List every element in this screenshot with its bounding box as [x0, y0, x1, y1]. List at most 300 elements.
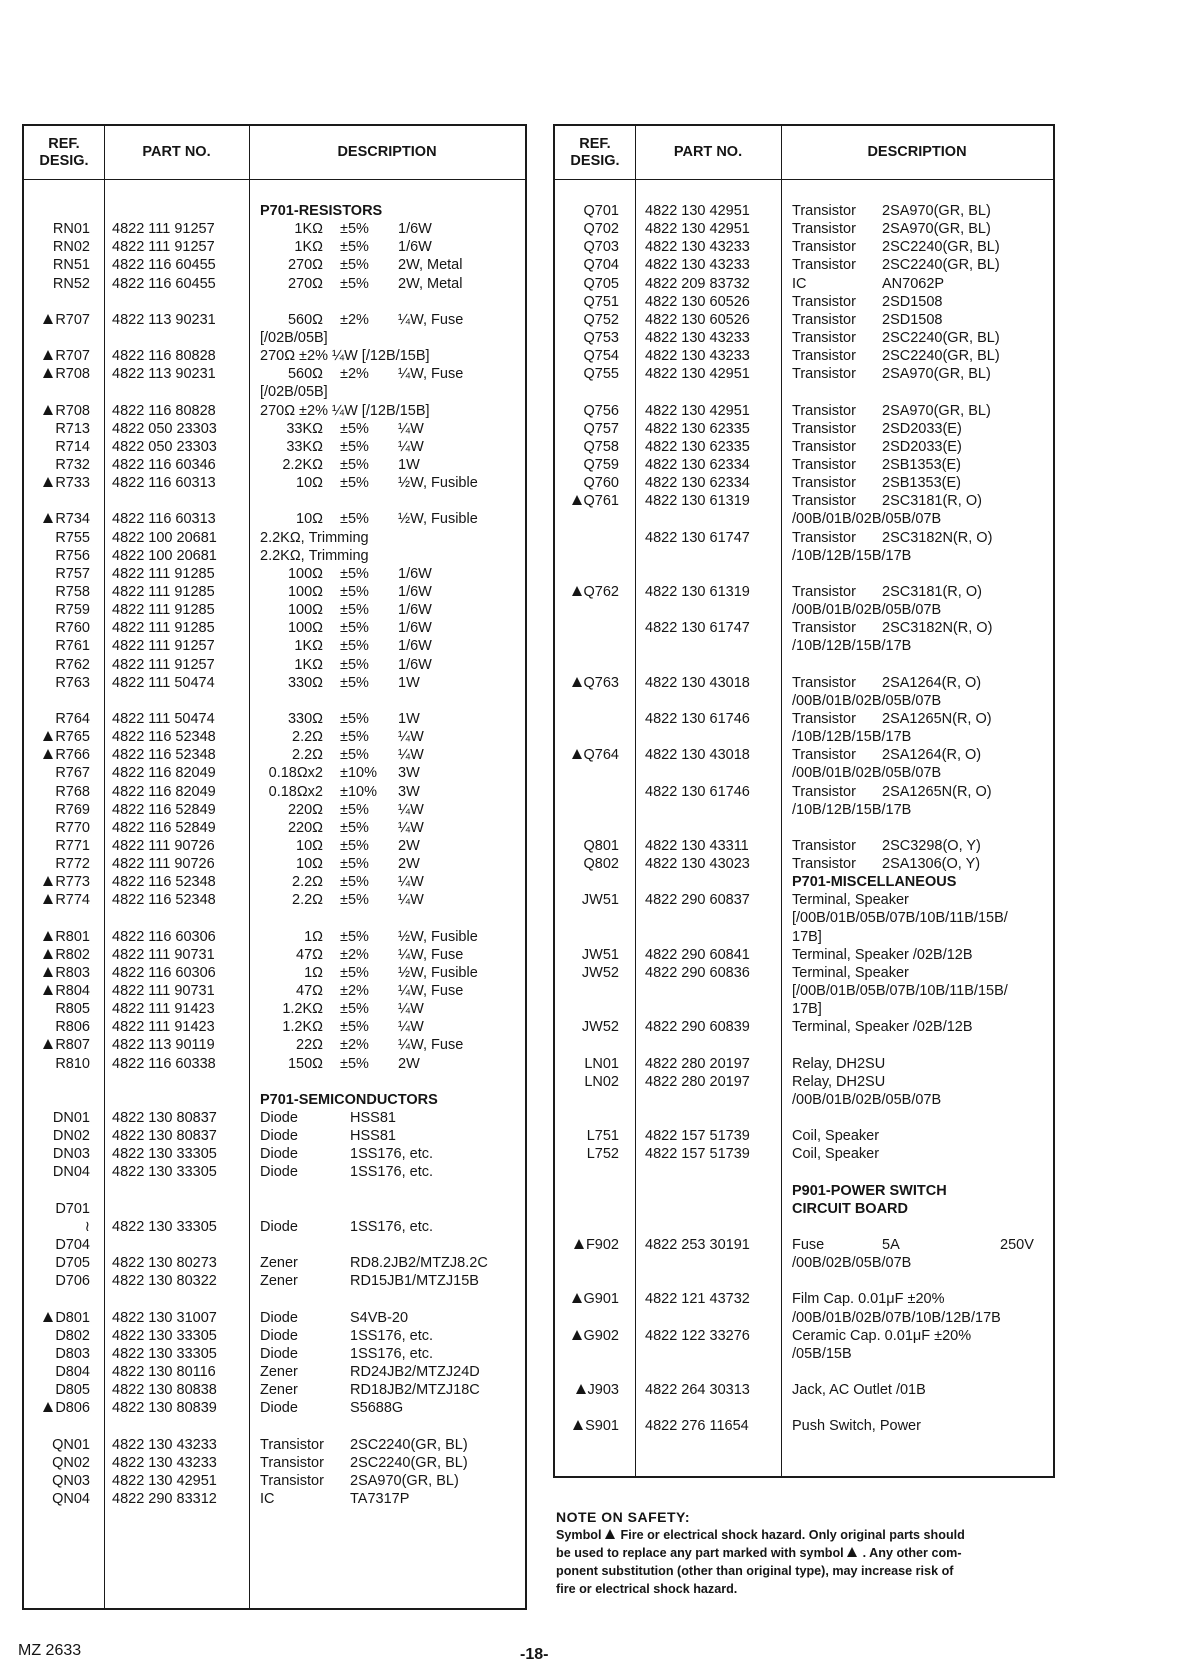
component-value: [350, 1345, 433, 1363]
warning-triangle-icon: [605, 1529, 615, 1539]
resistance-value-text: 1.2KΩ: [282, 1019, 323, 1036]
tolerance: [340, 801, 369, 819]
table-row: [24, 365, 525, 383]
part-number-text: 4822 113 90231: [112, 311, 216, 328]
resistance-value: [260, 365, 323, 383]
component-type-text: Transistor: [792, 856, 856, 873]
ref-desig-text: R708: [55, 366, 90, 383]
table-row: [555, 873, 1053, 891]
ref-desig-text: R765: [55, 729, 90, 746]
resistance-value: [260, 474, 323, 492]
section-heading-text: P701-SEMICONDUCTORS: [260, 1091, 438, 1108]
tolerance: [340, 674, 369, 692]
header-description: DESCRIPTION: [867, 144, 967, 160]
ref-desig: [24, 365, 90, 383]
component-value-text: 2SD1508: [882, 311, 943, 328]
part-number-text: 4822 130 43233: [112, 1454, 217, 1471]
ref-desig: [555, 837, 619, 855]
description-text: Relay, DH2SU: [792, 1055, 886, 1072]
ref-desig: [24, 783, 90, 801]
ref-desig-text: R732: [55, 456, 90, 473]
ref-desig: [24, 1163, 90, 1181]
part-number: [645, 438, 750, 456]
part-number: [645, 238, 750, 256]
ref-desig-text: R807: [55, 1037, 90, 1054]
ref-desig-text: R757: [55, 565, 90, 582]
table-row: [555, 1345, 1053, 1363]
table-row: [555, 1200, 1053, 1218]
rating: [398, 728, 424, 746]
table-row: [555, 1091, 1053, 1109]
part-number-text: 4822 111 90726: [112, 856, 215, 873]
tolerance-text: ±5%: [340, 239, 369, 256]
part-number: [112, 256, 216, 274]
component-value: [350, 1381, 480, 1399]
ref-desig-text: D706: [55, 1273, 90, 1290]
table-row: [555, 1036, 1053, 1054]
ref-desig: [555, 1018, 619, 1036]
component-type-text: Transistor: [792, 420, 856, 437]
resistance-value-text: 1KΩ: [294, 656, 323, 673]
component-type-text: Zener: [260, 1382, 298, 1399]
part-number-text: 4822 116 52849: [112, 819, 216, 836]
resistance-value-text: 1KΩ: [294, 638, 323, 655]
description-text: [/00B/01B/05B/07B/10B/11B/15B/: [792, 983, 1008, 1000]
component-type-text: Diode: [260, 1146, 298, 1163]
resistance-value: [260, 656, 323, 674]
table-row: [24, 347, 525, 365]
table-row: [24, 202, 525, 220]
resistance-value-text: 0.18Ωx2: [268, 765, 323, 782]
ref-desig-text: J903: [587, 1382, 619, 1399]
ref-desig: [24, 1000, 90, 1018]
component-rating-text: 250V: [1000, 1237, 1034, 1254]
ref-desig: [24, 565, 90, 583]
part-number-text: 4822 130 61746: [645, 783, 750, 800]
table-row: [555, 474, 1053, 492]
description: [792, 1145, 879, 1163]
component-value-text: 5A: [882, 1237, 900, 1254]
rating-text: 1/6W: [398, 602, 432, 619]
part-number-text: 4822 116 52849: [112, 801, 216, 818]
component-type: [792, 238, 856, 256]
description-text: /05B/15B: [792, 1345, 852, 1362]
ref-desig-text: JW52: [581, 1019, 619, 1036]
rating: [398, 510, 478, 528]
table-row: [555, 819, 1053, 837]
tolerance: [340, 783, 377, 801]
component-type-text: Fuse: [792, 1237, 825, 1254]
rating-text: ½W, Fusible: [398, 928, 478, 945]
part-number-text: 4822 111 91257: [112, 239, 215, 256]
ref-desig-text: R810: [55, 1055, 90, 1072]
ref-desig: [555, 202, 619, 220]
ref-desig: [24, 1454, 90, 1472]
resistance-value-text: 47Ω: [296, 983, 323, 1000]
part-number-text: 4822 130 62334: [645, 475, 750, 492]
component-type: [260, 1381, 298, 1399]
part-number-text: 4822 290 60839: [645, 1019, 750, 1036]
rating-text: 2W: [398, 856, 420, 873]
description: [792, 1290, 945, 1308]
description-text: 270Ω ±2% ¼W [/12B/15B]: [260, 402, 430, 419]
component-value: [350, 1218, 433, 1236]
ref-desig: [24, 547, 90, 565]
component-type-text: Transistor: [792, 783, 856, 800]
resistance-value: [260, 855, 323, 873]
component-type-text: Transistor: [792, 456, 856, 473]
ref-desig: [24, 1055, 90, 1073]
rating: [398, 819, 424, 837]
table-row: [24, 909, 525, 927]
part-number: [112, 656, 215, 674]
ref-desig: [555, 746, 619, 764]
description-text: 2.2KΩ, Trimming: [260, 529, 369, 546]
table-row: [555, 1290, 1053, 1308]
component-value-text: 1SS176, etc.: [350, 1164, 434, 1181]
component-type-text: Transistor: [792, 348, 856, 365]
component-type-text: Diode: [260, 1128, 298, 1145]
part-number-text: 4822 100 20681: [112, 547, 217, 564]
part-number: [112, 801, 216, 819]
safety-note-text: . Any other com-: [862, 1546, 962, 1560]
ref-desig-text: Q755: [583, 366, 619, 383]
table-row: [555, 202, 1053, 220]
component-value: [882, 474, 961, 492]
rating: [398, 1000, 424, 1018]
component-type-text: Transistor: [792, 674, 856, 691]
ref-desig-text: R764: [55, 710, 90, 727]
table-row: [555, 1309, 1053, 1327]
component-value: [350, 1399, 403, 1417]
ref-desig: [555, 674, 619, 692]
part-number-text: 4822 113 90119: [112, 1037, 215, 1054]
tolerance-text: ±5%: [340, 729, 369, 746]
ref-desig: [555, 1127, 619, 1145]
resistance-value: [260, 873, 323, 891]
table-row: [555, 492, 1053, 510]
table-row: [555, 1363, 1053, 1381]
rating-text: ¼W: [398, 729, 424, 746]
ref-desig-text: Q802: [583, 856, 619, 873]
table-row: [24, 1055, 525, 1073]
table-row: [555, 1272, 1053, 1290]
header-description: DESCRIPTION: [337, 144, 437, 160]
rating: [398, 964, 478, 982]
rating-text: ½W, Fusible: [398, 511, 478, 528]
component-type: [792, 402, 856, 420]
table-row: [555, 1381, 1053, 1399]
ref-desig: [24, 1018, 90, 1036]
ref-desig-text: R766: [55, 747, 90, 764]
part-number-text: 4822 130 62334: [645, 456, 750, 473]
ref-desig: [24, 746, 90, 764]
part-number: [645, 1417, 749, 1435]
table-row: [24, 1254, 525, 1272]
component-type-text: Zener: [260, 1255, 298, 1272]
ref-desig-text: R801: [55, 928, 90, 945]
part-number: [645, 365, 750, 383]
ref-desig-text: R755: [55, 529, 90, 546]
tolerance: [340, 220, 369, 238]
rating-text: ¼W, Fuse: [398, 1037, 464, 1054]
part-number-text: 4822 116 60346: [112, 456, 216, 473]
part-number-text: 4822 157 51739: [645, 1128, 750, 1145]
tolerance: [340, 1036, 369, 1054]
resistance-value: [260, 220, 323, 238]
part-number: [112, 873, 216, 891]
ref-desig-text: D806: [55, 1400, 90, 1417]
description: [260, 329, 328, 347]
part-number-text: 4822 111 91285: [112, 602, 215, 619]
table-row: [24, 1182, 525, 1200]
table-row: [555, 946, 1053, 964]
table-row: [24, 764, 525, 782]
description: [792, 909, 1008, 927]
part-number: [112, 220, 215, 238]
ref-desig-text: R707: [55, 311, 90, 328]
part-number-text: 4822 116 80828: [112, 348, 216, 365]
safety-note-line: [556, 1544, 1046, 1562]
component-value: [350, 1472, 459, 1490]
table-row: [555, 1254, 1053, 1272]
ref-desig-text: R774: [55, 892, 90, 909]
tolerance-text: ±5%: [340, 1055, 369, 1072]
resistance-value: [260, 819, 323, 837]
rating-text: ¼W: [398, 874, 424, 891]
component-type-text: Transistor: [792, 747, 856, 764]
part-number: [645, 674, 750, 692]
ref-desig-text: RN51: [52, 257, 90, 274]
rating: [398, 891, 424, 909]
table-row: [24, 529, 525, 547]
table-row: [24, 238, 525, 256]
part-number: [645, 492, 750, 510]
description: [792, 1345, 852, 1363]
resistance-value-text: 560Ω: [287, 366, 323, 383]
component-value-text: 2SA970(GR, BL): [350, 1472, 459, 1489]
table-row: [555, 1417, 1053, 1435]
part-number-text: 4822 111 91423: [112, 1001, 215, 1018]
part-number-text: 4822 130 43018: [645, 674, 750, 691]
component-value-text: 2SA1265N(R, O): [882, 783, 992, 800]
table-row: [24, 801, 525, 819]
description: [792, 692, 941, 710]
description: [792, 1254, 911, 1272]
part-number: [112, 420, 217, 438]
part-number-text: 4822 280 20197: [645, 1073, 750, 1090]
part-number: [112, 510, 216, 528]
component-value: [350, 1454, 468, 1472]
ref-desig-text: R768: [55, 783, 90, 800]
component-type-text: Transistor: [792, 710, 856, 727]
component-value-text: 2SA1306(O, Y): [882, 856, 981, 873]
part-number-text: 4822 116 52348: [112, 747, 216, 764]
resistance-value: [260, 1036, 323, 1054]
tolerance-text: ±5%: [340, 1001, 369, 1018]
table-row: [555, 529, 1053, 547]
component-value-text: RD15JB1/MTZJ15B: [350, 1273, 479, 1290]
table-row: [555, 1218, 1053, 1236]
ref-desig-text: DN01: [52, 1110, 90, 1127]
ref-desig: [24, 1036, 90, 1054]
description: [260, 402, 430, 420]
resistance-value: [260, 710, 323, 728]
ref-desig: [24, 1127, 90, 1145]
description: [792, 728, 911, 746]
part-number: [645, 583, 750, 601]
part-number: [645, 275, 750, 293]
resistance-value-text: 22Ω: [296, 1037, 323, 1054]
component-type-text: Transistor: [792, 438, 856, 455]
description: [792, 982, 1008, 1000]
component-type: [792, 837, 856, 855]
tolerance-text: ±5%: [340, 257, 369, 274]
description-text: Terminal, Speaker: [792, 892, 909, 909]
part-number: [112, 746, 216, 764]
component-value-text: RD8.2JB2/MTZJ8.2C: [350, 1255, 488, 1272]
part-number: [645, 456, 750, 474]
part-number-text: 4822 130 61319: [645, 493, 750, 510]
component-value-text: 2SC2240(GR, BL): [882, 257, 1000, 274]
table-row: [24, 601, 525, 619]
part-number-text: 4822 130 42951: [645, 402, 750, 419]
table-row: [555, 692, 1053, 710]
resistance-value: [260, 420, 323, 438]
part-number-text: 4822 130 31007: [112, 1309, 217, 1326]
resistance-value-text: 2.2Ω: [292, 892, 323, 909]
part-number: [645, 1290, 750, 1308]
part-number-text: 4822 116 60306: [112, 964, 216, 981]
table-row: [555, 1327, 1053, 1345]
table-row: [24, 1417, 525, 1435]
tolerance: [340, 1000, 369, 1018]
part-number: [645, 1127, 750, 1145]
component-type: [792, 220, 856, 238]
ref-desig-text: Q761: [583, 493, 619, 510]
rating: [398, 928, 478, 946]
description: [792, 1309, 1001, 1327]
component-value-text: 2SD1508: [882, 293, 943, 310]
ref-desig: [555, 293, 619, 311]
rating: [398, 801, 424, 819]
section-heading: [792, 1182, 947, 1200]
ref-desig-text: R734: [55, 511, 90, 528]
description-text: /10B/12B/15B/17B: [792, 638, 912, 655]
component-value-text: 2SB1353(E): [882, 456, 961, 473]
ref-desig-text: R806: [55, 1019, 90, 1036]
section-heading-text: P901-POWER SWITCH: [792, 1182, 947, 1199]
part-number-text: 4822 130 43233: [645, 257, 750, 274]
table-row: [24, 1290, 525, 1308]
part-number-text: 4822 100 20681: [112, 529, 217, 546]
ref-desig: [24, 855, 90, 873]
table-row: [555, 220, 1053, 238]
ref-desig: [24, 456, 90, 474]
component-type-text: Transistor: [792, 620, 856, 637]
ref-desig-text: DN02: [52, 1128, 90, 1145]
table-row: [24, 1073, 525, 1091]
component-type: [792, 783, 856, 801]
component-type-text: Transistor: [792, 529, 856, 546]
rating: [398, 837, 420, 855]
table-row: [555, 656, 1053, 674]
description: [792, 946, 973, 964]
part-number: [112, 456, 216, 474]
tolerance-text: ±5%: [340, 456, 369, 473]
ref-desig-text: D801: [55, 1309, 90, 1326]
description-text: Terminal, Speaker /02B/12B: [792, 946, 973, 963]
description-text: /00B/01B/02B/05B/07B: [792, 1091, 942, 1108]
description-text: /00B/01B/02B/05B/07B: [792, 765, 942, 782]
resistance-value-text: 10Ω: [296, 856, 323, 873]
table-row: [24, 1363, 525, 1381]
part-number-text: 4822 130 62335: [645, 420, 750, 437]
tolerance-text: ±5%: [340, 221, 369, 238]
ref-desig-text: L752: [586, 1146, 619, 1163]
description-text: 17B]: [792, 928, 822, 945]
tolerance: [340, 928, 369, 946]
ref-desig-text: Q704: [583, 257, 619, 274]
part-number-text: 4822 130 61746: [645, 710, 750, 727]
part-number-text: 4822 116 52348: [112, 729, 216, 746]
component-value-text: HSS81: [350, 1128, 396, 1145]
table-row: [555, 238, 1053, 256]
tolerance: [340, 619, 369, 637]
table-row: [555, 837, 1053, 855]
table-row: [24, 1309, 525, 1327]
tolerance: [340, 982, 369, 1000]
ref-desig-text: L751: [586, 1128, 619, 1145]
tolerance-text: ±5%: [340, 892, 369, 909]
rating-text: ¼W: [398, 747, 424, 764]
ref-desig: [555, 1290, 619, 1308]
rating-text: ½W, Fusible: [398, 964, 478, 981]
warning-triangle-icon: [43, 876, 53, 886]
component-type-text: Transistor: [792, 293, 856, 310]
component-type: [260, 1454, 324, 1472]
tolerance-text: ±5%: [340, 656, 369, 673]
ref-desig-text: R714: [55, 438, 90, 455]
table-row: [24, 492, 525, 510]
component-type-text: Transistor: [792, 366, 856, 383]
component-value-text: 2SC2240(GR, BL): [882, 329, 1000, 346]
part-number: [112, 238, 215, 256]
table-row: [24, 1145, 525, 1163]
component-type: [260, 1254, 298, 1272]
rating-text: ¼W, Fuse: [398, 311, 464, 328]
part-number: [112, 674, 215, 692]
part-number: [112, 474, 216, 492]
resistance-value: [260, 238, 323, 256]
component-value: [882, 347, 1000, 365]
description: [260, 347, 430, 365]
tolerance-text: ±5%: [340, 819, 369, 836]
component-type-text: IC: [260, 1490, 275, 1507]
component-type-text: Transistor: [792, 311, 856, 328]
ref-desig: [555, 855, 619, 873]
description: [792, 1127, 879, 1145]
table-row: [555, 365, 1053, 383]
ref-desig: [555, 438, 619, 456]
rating-text: 2W, Metal: [398, 257, 463, 274]
table-row: [24, 837, 525, 855]
component-type: [792, 329, 856, 347]
warning-triangle-icon: [43, 350, 53, 360]
part-number-text: 4822 290 60841: [645, 946, 750, 963]
ref-desig: [555, 402, 619, 420]
table-row: [24, 474, 525, 492]
